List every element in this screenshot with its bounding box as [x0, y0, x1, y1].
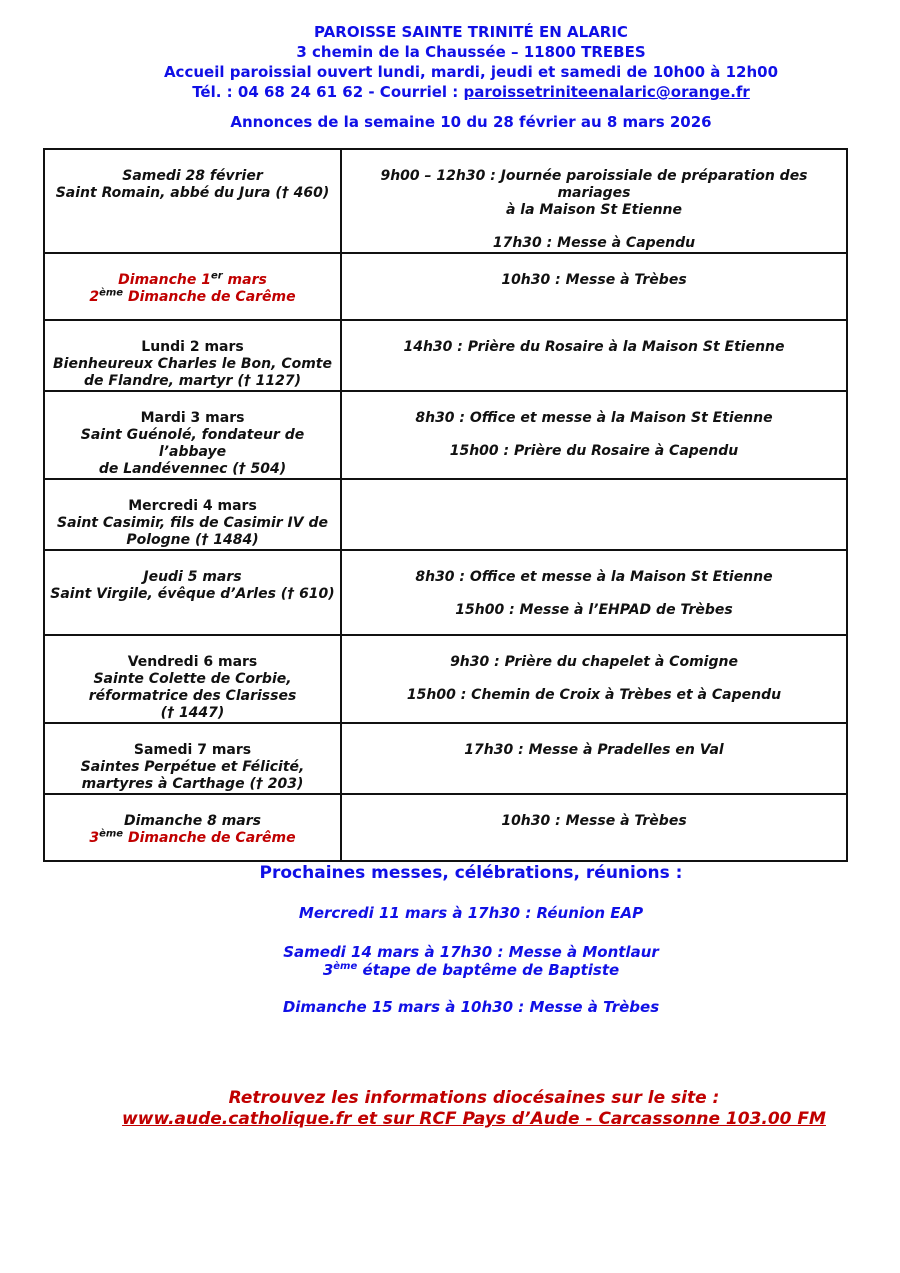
event-text: 8h30 : Office et messe à la Maison St Etienne	[415, 569, 773, 585]
upcoming-section	[0, 862, 900, 1016]
upcoming-item: Mercredi 11 mars à 17h30 : Réunion EAP	[298, 904, 644, 922]
schedule-table	[43, 148, 848, 862]
event-text: 9h00 – 12h30 : Journée paroissiale de préparation des mariages	[380, 168, 808, 201]
parish-header	[0, 22, 900, 102]
events-cell	[341, 479, 847, 550]
parish-address: 3 chemin de la Chaussée – 11800 TREBES	[296, 43, 646, 61]
day-label: Mardi 3 mars	[140, 410, 245, 426]
day-cell	[44, 320, 341, 391]
week-announce-title: Annonces de la semaine 10 du 28 février au 8 mars 2026	[230, 113, 712, 131]
saint-label: de Landévennec († 504)	[98, 461, 287, 477]
day-cell	[44, 149, 341, 253]
day-label: Jeudi 5 mars	[143, 569, 242, 585]
event-text: 17h30 : Messe à Pradelles en Val	[464, 742, 724, 758]
events-cell	[341, 320, 847, 391]
saint-label: réformatrice des Clarisses	[88, 688, 297, 704]
day-cell	[44, 391, 341, 479]
saint-label: Bienheureux Charles le Bon, Comte	[52, 356, 332, 372]
day-cell	[44, 635, 341, 723]
saint-label: Saintes Perpétue et Félicité,	[80, 759, 305, 775]
day-label: Samedi 7 mars	[133, 742, 252, 758]
events-cell	[341, 635, 847, 723]
event-text: 10h30 : Messe à Trèbes	[501, 813, 687, 829]
table-row	[44, 723, 847, 794]
event-text: 15h00 : Chemin de Croix à Trèbes et à Capendu	[406, 687, 782, 703]
day-label: Samedi 28 février	[122, 168, 263, 184]
event-text: 14h30 : Prière du Rosaire à la Maison St Etienne	[403, 339, 785, 355]
saint-label: Saint Virgile, évêque d’Arles († 610)	[50, 586, 335, 602]
day-label: Dimanche 1er mars	[118, 270, 267, 288]
day-cell	[44, 723, 341, 794]
event-text: 8h30 : Office et messe à la Maison St Etienne	[415, 410, 773, 426]
events-cell	[341, 723, 847, 794]
events-cell	[341, 253, 847, 320]
day-cell	[44, 550, 341, 635]
diocese-footer	[0, 1088, 900, 1130]
saint-label: martyres à Carthage († 203)	[81, 776, 304, 792]
day-label: Vendredi 6 mars	[127, 654, 258, 670]
events-cell	[341, 794, 847, 861]
saint-label: Saint Casimir, fils de Casimir IV de	[56, 515, 328, 531]
events-cell	[341, 391, 847, 479]
upcoming-item: 3ème étape de baptême de Baptiste	[322, 961, 620, 979]
phone-text: Tél. : 04 68 24 61 62 - Courriel :	[192, 83, 464, 101]
opening-hours: Accueil paroissial ouvert lundi, mardi, jeudi et samedi de 10h00 à 12h00	[163, 63, 779, 81]
saint-label: († 1447)	[160, 705, 225, 721]
day-cell	[44, 794, 341, 861]
footer-line: Retrouvez les informations diocésaines sur le site :	[228, 1088, 720, 1108]
table-row	[44, 320, 847, 391]
event-text: 15h00 : Messe à l’EHPAD de Trèbes	[455, 602, 733, 618]
day-label: Lundi 2 mars	[141, 339, 244, 355]
table-row	[44, 794, 847, 861]
day-label: Dimanche 8 mars	[124, 813, 261, 829]
upcoming-title: Prochaines messes, célébrations, réunions :	[259, 863, 683, 883]
saint-label: Sainte Colette de Corbie,	[93, 671, 292, 687]
table-row	[44, 149, 847, 253]
saint-label: Pologne († 1484)	[126, 532, 259, 548]
table-row	[44, 550, 847, 635]
table-row	[44, 635, 847, 723]
event-text: 17h30 : Messe à Capendu	[492, 235, 696, 251]
events-cell	[341, 550, 847, 635]
upcoming-item: Samedi 14 mars à 17h30 : Messe à Montlaur	[283, 943, 659, 961]
event-text: 10h30 : Messe à Trèbes	[501, 272, 687, 288]
event-text: 9h30 : Prière du chapelet à Comigne	[450, 654, 738, 670]
saint-label: Saint Guénolé, fondateur de l’abbaye	[80, 427, 305, 460]
saint-label: de Flandre, martyr († 1127)	[84, 373, 301, 389]
events-cell	[341, 149, 847, 253]
email-link[interactable]: paroissetriniteenalaric@orange.fr	[463, 83, 750, 101]
upcoming-item: Dimanche 15 mars à 10h30 : Messe à Trèbes	[282, 998, 660, 1016]
saint-label: Saint Romain, abbé du Jura († 460)	[55, 185, 330, 201]
contact-line	[0, 82, 900, 102]
event-text: à la Maison St Etienne	[505, 202, 683, 218]
day-cell	[44, 253, 341, 320]
table-row	[44, 479, 847, 550]
saint-label: 2ème Dimanche de Carême	[89, 287, 296, 305]
parish-name: PAROISSE SAINTE TRINITÉ EN ALARIC	[314, 23, 628, 41]
table-row	[44, 391, 847, 479]
diocese-link[interactable]: www.aude.catholique.fr et sur RCF Pays d’Aude - Carcassonne 103.00 FM	[122, 1109, 826, 1129]
event-text: 15h00 : Prière du Rosaire à Capendu	[449, 443, 739, 459]
table-row	[44, 253, 847, 320]
day-label: Mercredi 4 mars	[128, 498, 257, 514]
saint-label: 3ème Dimanche de Carême	[89, 828, 296, 846]
day-cell	[44, 479, 341, 550]
